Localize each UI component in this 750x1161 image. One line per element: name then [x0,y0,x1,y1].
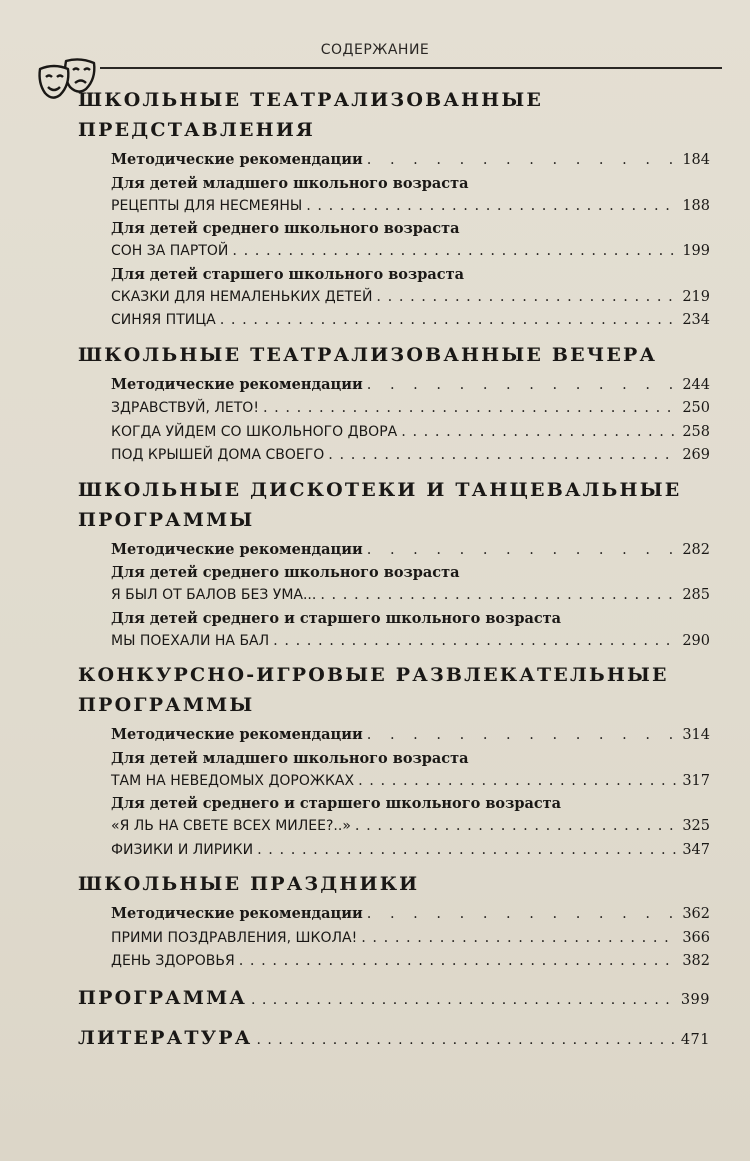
entry-title: ДЕНЬ ЗДОРОВЬЯ [111,953,235,969]
dot-leader [239,950,676,974]
page-number: 471 [680,1031,710,1048]
dot-leader [355,815,676,839]
page-number: 362 [682,906,710,922]
entry-title: Методические рекомендации [111,540,363,558]
toc-entry[interactable] [78,927,710,951]
toc-entry[interactable] [78,286,710,310]
toc-entry[interactable] [78,444,710,468]
page-number: 290 [682,632,710,649]
toc-section [78,88,710,333]
section-title: КОНКУРСНО-ИГРОВЫЕ РАЗВЛЕКАТЕЛЬНЫЕ [78,664,669,686]
toc-entry-method[interactable] [78,902,710,927]
entry-title: ЛИТЕРАТУРА [78,1026,253,1049]
toc-entry-method[interactable] [78,723,710,748]
dot-leader [367,539,676,563]
toc-top-entry[interactable] [78,1024,710,1054]
toc-top-entry[interactable] [78,984,710,1014]
toc-section [78,343,710,468]
entry-title: ПОД КРЫШЕЙ ДОМА СВОЕГО [111,447,325,463]
dot-leader [367,724,676,748]
age-group-label: Для детей среднего и старшего школьного возраста [111,609,562,627]
page-number: 366 [682,929,710,946]
table-of-contents [78,88,710,1054]
dot-leader [376,286,676,310]
entry-title: Я БЫЛ ОТ БАЛОВ БЕЗ УМА... [111,587,317,603]
dot-leader [367,374,676,398]
entry-title: Методические рекомендации [111,726,363,743]
dot-leader [328,444,676,468]
section-title: ШКОЛЬНЫЕ ТЕАТРАЛИЗОВАННЫЕ [78,89,544,111]
entry-title: ТАМ НА НЕВЕДОМЫХ ДОРОЖКАХ [111,772,355,789]
page-number: 250 [682,400,710,416]
page-number: 282 [682,541,710,558]
entry-title: СОН ЗА ПАРТОЙ [111,243,229,259]
page-number: 317 [682,772,710,789]
section-title: ПРОГРАММЫ [78,508,255,531]
entry-title: Методические рекомендации [111,151,363,168]
toc-entry[interactable] [78,397,710,421]
toc-entry[interactable] [78,584,710,608]
toc-section [78,663,710,862]
dot-leader [251,986,677,1014]
age-group-label: Для детей младшего школьного возраста [111,174,469,192]
toc-entry-method[interactable] [78,148,710,173]
section-title: ШКОЛЬНЫЕ ТЕАТРАЛИЗОВАННЫЕ ВЕЧЕРА [78,343,658,366]
section-title: ПРОГРАММЫ [78,694,255,716]
entry-title: ПРИМИ ПОЗДРАВЛЕНИЯ, ШКОЛА! [111,929,358,946]
toc-entry[interactable] [78,421,710,445]
running-head: СОДЕРЖАНИЕ [320,42,430,58]
entry-title: КОГДА УЙДЕМ СО ШКОЛЬНОГО ДВОРА [111,423,398,440]
dot-leader [256,1026,676,1054]
dot-leader [273,630,676,654]
section-title: ШКОЛЬНЫЕ ДИСКОТЕКИ И ТАНЦЕВАЛЬНЫЕ [78,478,682,501]
dot-leader [367,903,676,927]
entry-title: Методические рекомендации [111,905,363,922]
page-number: 234 [682,312,710,328]
page-number: 188 [682,197,710,214]
entry-title: «Я ЛЬ НА СВЕТЕ ВСЕХ МИЛЕЕ?..» [111,818,351,834]
header-rule [100,67,722,69]
dot-leader [358,770,676,794]
page-number: 382 [682,953,710,969]
entry-title: Методические рекомендации [111,375,363,393]
page-number: 347 [682,841,710,858]
dot-leader [257,839,676,863]
page-number: 184 [682,152,710,168]
section-title: ШКОЛЬНЫЕ ПРАЗДНИКИ [78,873,420,895]
age-group-label: Для детей среднего школьного возраста [111,220,460,237]
toc-entry[interactable] [78,630,710,654]
toc-section [78,478,710,654]
toc-entry[interactable] [78,839,710,863]
page-number: 399 [680,991,710,1008]
section-title: ПРЕДСТАВЛЕНИЯ [78,119,315,141]
page-number: 199 [682,243,710,259]
dot-leader [306,195,676,219]
toc-entry[interactable] [78,195,710,219]
dot-leader [263,397,676,421]
toc-entry[interactable] [78,950,710,974]
toc-entry[interactable] [78,309,710,333]
entry-title: РЕЦЕПТЫ ДЛЯ НЕСМЕЯНЫ [111,197,303,214]
page-number: 244 [682,376,710,393]
toc-entry-method[interactable] [78,373,710,398]
dot-leader [361,927,676,951]
toc-entry[interactable] [78,240,710,264]
age-group-label: Для детей старшего школьного возраста [111,265,464,283]
age-group-label: Для детей младшего школьного возраста [111,749,469,767]
toc-entry[interactable] [78,815,710,839]
page-number: 219 [682,288,710,305]
toc-entry-method[interactable] [78,538,710,563]
dot-leader [367,149,676,173]
age-group-label: Для детей среднего и старшего школьного возраста [111,795,562,812]
entry-title: СКАЗКИ ДЛЯ НЕМАЛЕНЬКИХ ДЕТЕЙ [111,288,373,305]
toc-section [78,872,710,974]
page-number: 269 [682,447,710,463]
dot-leader [220,309,676,333]
entry-title: ФИЗИКИ И ЛИРИКИ [111,841,254,858]
entry-title: ЗДРАВСТВУЙ, ЛЕТО! [111,400,259,416]
dot-leader [320,584,676,608]
entry-title: ПРОГРАММА [78,986,247,1009]
page-number: 258 [682,423,710,440]
page-number: 314 [682,727,710,743]
age-group-label: Для детей среднего школьного возраста [111,564,460,581]
dot-leader [232,240,676,264]
entry-title: МЫ ПОЕХАЛИ НА БАЛ [111,632,270,649]
page-number: 285 [682,587,710,603]
dot-leader [401,421,676,445]
page-number: 325 [682,818,710,834]
toc-entry[interactable] [78,770,710,794]
entry-title: СИНЯЯ ПТИЦА [111,312,216,328]
